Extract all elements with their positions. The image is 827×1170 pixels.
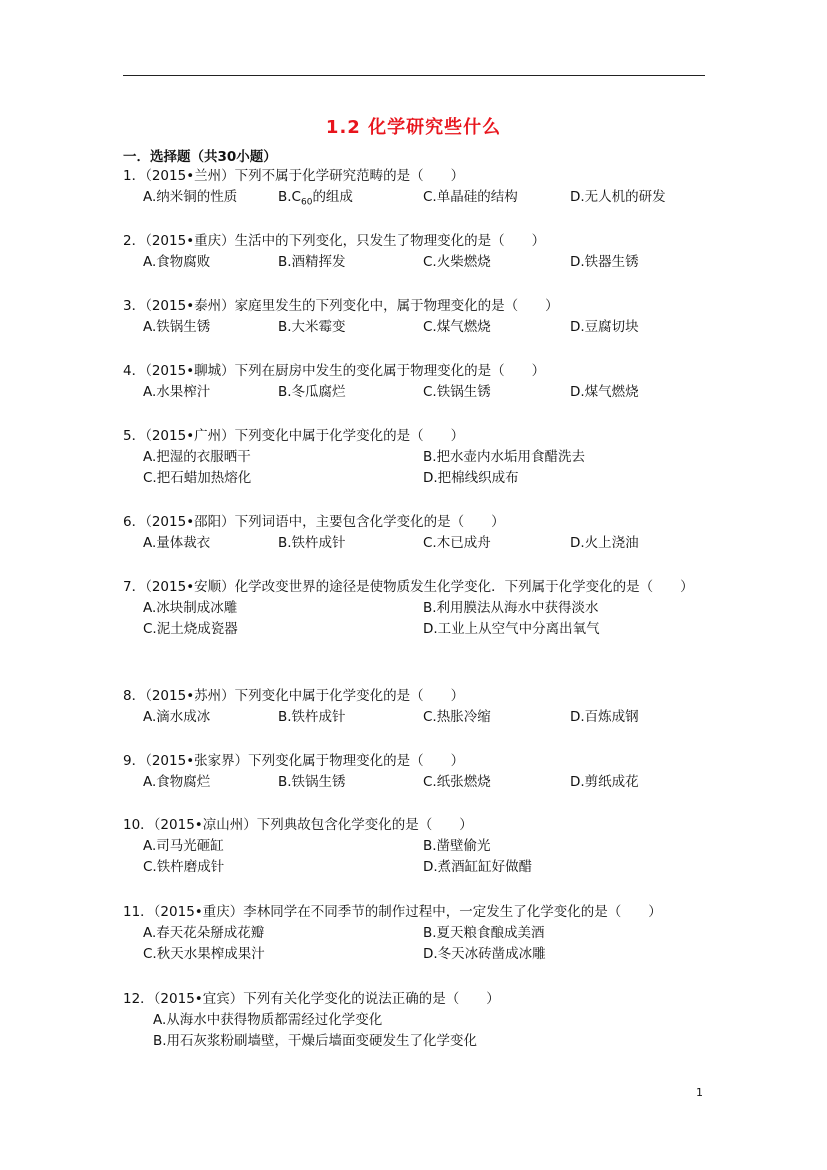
option-B: B.冬瓜腐烂	[278, 384, 346, 400]
question-stem: 6．（2015•邵阳）下列词语中，主要包含化学变化的是（ ）	[123, 514, 505, 530]
question-stem: 2．（2015•重庆）生活中的下列变化，只发生了物理变化的是（ ）	[123, 233, 546, 249]
option-A: A.冰块制成冰雕	[143, 600, 238, 616]
option-A: A.水果榨汁	[143, 384, 211, 400]
options-row	[123, 447, 705, 468]
options-row	[123, 468, 705, 489]
options-row	[123, 944, 705, 965]
question-stem: 5．（2015•广州）下列变化中属于化学变化的是（ ）	[123, 428, 465, 444]
options-row	[123, 382, 705, 403]
option-C: C.木已成舟	[423, 535, 491, 551]
options-row	[123, 707, 705, 728]
question-10	[123, 815, 705, 878]
option-C: C.秋天水果榨成果汁	[143, 946, 265, 962]
option-A: A.春天花朵掰成花瓣	[143, 925, 265, 941]
options-row	[123, 533, 705, 554]
option-D: D.冬天冰砖凿成冰雕	[423, 946, 546, 962]
question-12	[123, 989, 705, 1052]
option-B: B.酒精挥发	[278, 254, 346, 270]
option-D: D.铁器生锈	[570, 254, 639, 270]
question-stem: 1．（2015•兰州）下列不属于化学研究范畴的是（ ）	[123, 168, 465, 184]
section-heading: 一．选择题（共30小题）	[123, 149, 277, 165]
question-6	[123, 512, 705, 554]
option-A: A.司马光砸缸	[143, 838, 224, 854]
option-B: B.夏天粮食酿成美酒	[423, 925, 545, 941]
option-B: B.铁锅生锈	[278, 774, 346, 790]
option-A: A.纳米铜的性质	[143, 189, 238, 205]
option-C: C.单晶硅的结构	[423, 189, 518, 205]
question-stem: 10．（2015•凉山州）下列典故包含化学变化的是（ ）	[123, 817, 473, 833]
options-row	[123, 1010, 705, 1031]
options-row	[123, 619, 705, 640]
option-D: D.剪纸成花	[570, 774, 639, 790]
question-2	[123, 231, 705, 273]
question-stem: 3．（2015•泰州）家庭里发生的下列变化中，属于物理变化的是（ ）	[123, 298, 559, 314]
option-D: D.豆腐切块	[570, 319, 639, 335]
options-row	[123, 598, 705, 619]
question-11	[123, 902, 705, 965]
option-A: A.铁锅生锈	[143, 319, 211, 335]
option-D: D.把棉线织成布	[423, 470, 519, 486]
option-D: D.百炼成钢	[570, 709, 639, 725]
option-C: C.铁杵磨成针	[143, 859, 225, 875]
question-4	[123, 361, 705, 403]
option-A: A.滴水成冰	[143, 709, 211, 725]
options-row	[123, 923, 705, 944]
option-B: B.铁杵成针	[278, 535, 346, 551]
option-D: D.火上浇油	[570, 535, 639, 551]
option-A: A.把湿的衣服晒干	[143, 449, 251, 465]
option-D: D.煤气燃烧	[570, 384, 639, 400]
option-A: A.从海水中获得物质都需经过化学变化	[153, 1012, 383, 1028]
option-B: B.用石灰浆粉刷墙壁，干燥后墙面变硬发生了化学变化	[153, 1033, 478, 1049]
option-C: C.把石蜡加热熔化	[143, 470, 252, 486]
option-C: C.火柴燃烧	[423, 254, 491, 270]
question-stem: 11．（2015•重庆）李林同学在不同季节的制作过程中，一定发生了化学变化的是（ ）	[123, 904, 662, 920]
header-rule	[123, 75, 705, 76]
question-stem: 12．（2015•宜宾）下列有关化学变化的说法正确的是（ ）	[123, 991, 500, 1007]
option-B: B.凿壁偷光	[423, 838, 491, 854]
option-C: C.铁锅生锈	[423, 384, 491, 400]
question-8	[123, 686, 705, 728]
option-C: C.泥土烧成瓷器	[143, 621, 238, 637]
options-row	[123, 836, 705, 857]
option-C: C.纸张燃烧	[423, 774, 491, 790]
option-A: A.食物腐败	[143, 254, 211, 270]
options-row	[123, 187, 705, 208]
option-B: $B.C_{60}$的组成	[278, 189, 353, 208]
option-C: C.热胀冷缩	[423, 709, 491, 725]
options-row	[123, 252, 705, 273]
question-5	[123, 426, 705, 489]
options-row	[123, 857, 705, 878]
option-D: D.无人机的研发	[570, 189, 666, 205]
question-stem: 7．（2015•安顺）化学改变世界的途径是使物质发生化学变化．下列属于化学变化的是（ ）	[123, 579, 694, 595]
question-stem: 9．（2015•张家界）下列变化属于物理变化的是（ ）	[123, 753, 465, 769]
options-row	[123, 1031, 705, 1052]
option-B: B.铁杵成针	[278, 709, 346, 725]
question-stem: 8．（2015•苏州）下列变化中属于化学变化的是（ ）	[123, 688, 465, 704]
options-row	[123, 317, 705, 338]
option-A: A.量体裁衣	[143, 535, 211, 551]
option-B: B.把水壶内水垢用食醋洗去	[423, 449, 586, 465]
options-row	[123, 772, 705, 793]
option-D: D.工业上从空气中分离出氧气	[423, 621, 600, 637]
option-B: B.大米霉变	[278, 319, 346, 335]
question-3	[123, 296, 705, 338]
question-9	[123, 751, 705, 793]
option-A: A.食物腐烂	[143, 774, 211, 790]
option-B: B.利用膜法从海水中获得淡水	[423, 600, 599, 616]
option-D: D.煮酒缸缸好做醋	[423, 859, 533, 875]
question-stem: 4．（2015•聊城）下列在厨房中发生的变化属于物理变化的是（ ）	[123, 363, 546, 379]
page-title: 1.2 化学研究些什么	[325, 117, 502, 138]
page-number: 1	[696, 1086, 703, 1099]
question-1	[123, 166, 705, 208]
question-7	[123, 577, 705, 640]
option-C: C.煤气燃烧	[423, 319, 491, 335]
